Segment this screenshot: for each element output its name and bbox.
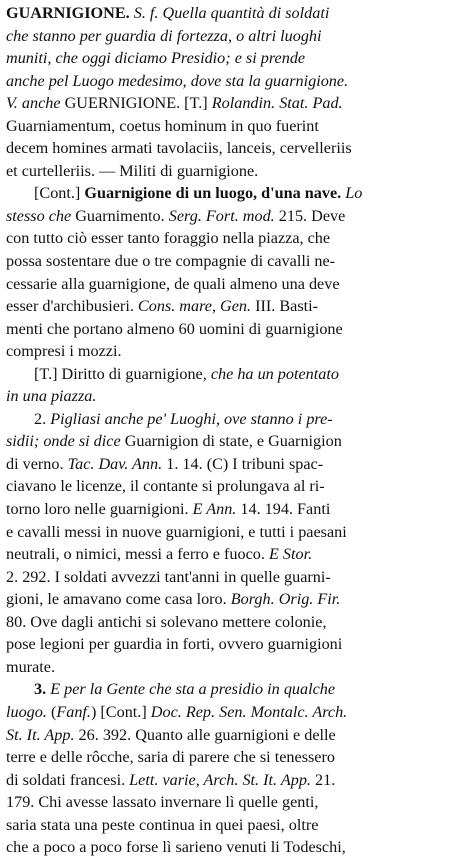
text-line: luogo. (Fanf.) [Cont.] Doc. Rep. Sen. Montalc. Arch. — [6, 702, 348, 721]
text-line: stesso che Guarnimento. Serg. Fort. mod. 215. Deve — [6, 206, 346, 225]
text-line: ciavano le licenze, il contante si prolungava al ri- — [6, 477, 325, 496]
text-line: possa sostentare due o tre compagnie di cavalli ne- — [6, 252, 336, 271]
text-line: menti che portano almeno 60 uomini di guarnigione — [6, 319, 343, 338]
text-line: che a poco a poco forse lì sarieno venuti li Todeschi, — [6, 838, 346, 857]
text-line: [T.] Diritto di guarnigione, che ha un potentato — [34, 364, 339, 383]
text-line: di verno. Tac. Dav. Ann. 1. 14. (C) I tribuni spac- — [6, 454, 324, 473]
text-line: e cavalli messi in nuove guarnigioni, e tutti i paesani — [6, 522, 347, 541]
text-line: 179. Chi avesse lassato invernare lì quelle genti, — [6, 793, 319, 812]
text-line: [Cont.] Guarnigione di un luogo, d'una nave. Lo — [34, 184, 363, 203]
text-line: in una piazza. — [6, 387, 97, 406]
text-line: 3. E per la Gente che sta a presidio in qualche — [34, 680, 336, 699]
text-line: pose legioni per guardia in forti, ovvero guarnigioni — [6, 635, 343, 654]
text-line: et curtelleriis. — Militi di guarnigione. — [6, 161, 259, 180]
text-line: con tutto ciò esser tanto foraggio nella piazza, che — [6, 229, 331, 248]
text-line: esser d'archibusieri. Cons. mare, Gen. III. Basti- — [6, 297, 319, 316]
text-line: 80. Ove dagli antichi si solevano mettere colonie, — [6, 612, 327, 631]
text-line: che stanno per guardia di fortezza, o altri luoghi — [6, 26, 322, 45]
text-line: cessarie alla guarnigione, de quali almeno una deve — [6, 274, 340, 293]
text-line: 2. Pigliasi anche pe' Luoghi, ove stanno i pre- — [34, 409, 333, 428]
text-line: terre e delle rôcche, saria di parere che si tenessero — [6, 748, 335, 767]
text-line: St. It. App. 26. 392. Quanto alle guarnigioni e delle — [6, 725, 336, 744]
text-line: muniti, che oggi diciamo Presidio; e si prende — [6, 49, 306, 68]
text-line: di soldati francesi. Lett. varie, Arch. St. It. App. 21. — [6, 770, 336, 789]
text-line: V. anche GUERNIGIONE. [T.] Rolandin. Stat. Pad. — [6, 94, 343, 113]
text-line: torno loro nelle guarnigioni. E Ann. 14. 194. Fanti — [6, 500, 331, 519]
headword: GUARNIGIONE. — [6, 4, 130, 22]
text-line: saria stata una peste continua in quei paesi, oltre — [6, 815, 319, 834]
text-line: gioni, le amavano come casa loro. Borgh. Orig. Fir. — [6, 590, 341, 609]
text-line: anche pel Luogo medesimo, dove sta la guarnigione. — [6, 71, 349, 90]
text-line: 2. 292. I soldati avvezzi tant'anni in quelle guarni- — [6, 567, 331, 586]
text-line: decem homines armati tavolaciis, lanceis, cervelleriis — [6, 139, 352, 158]
text-line: murate. — [6, 657, 55, 676]
text-line: GUARNIGIONE. S. f. Quella quantità di soldati — [6, 4, 330, 22]
text-line: compresi i mozzi. — [6, 342, 122, 361]
text-line: sidii; onde si dice Guarnigion di state, e Guarnigion — [6, 432, 342, 451]
text-line: neutrali, o nimici, messi a ferro e fuoco. E Stor. — [6, 545, 313, 564]
text-line: Guarniamentum, coetus hominum in quo fuerint — [6, 116, 319, 135]
